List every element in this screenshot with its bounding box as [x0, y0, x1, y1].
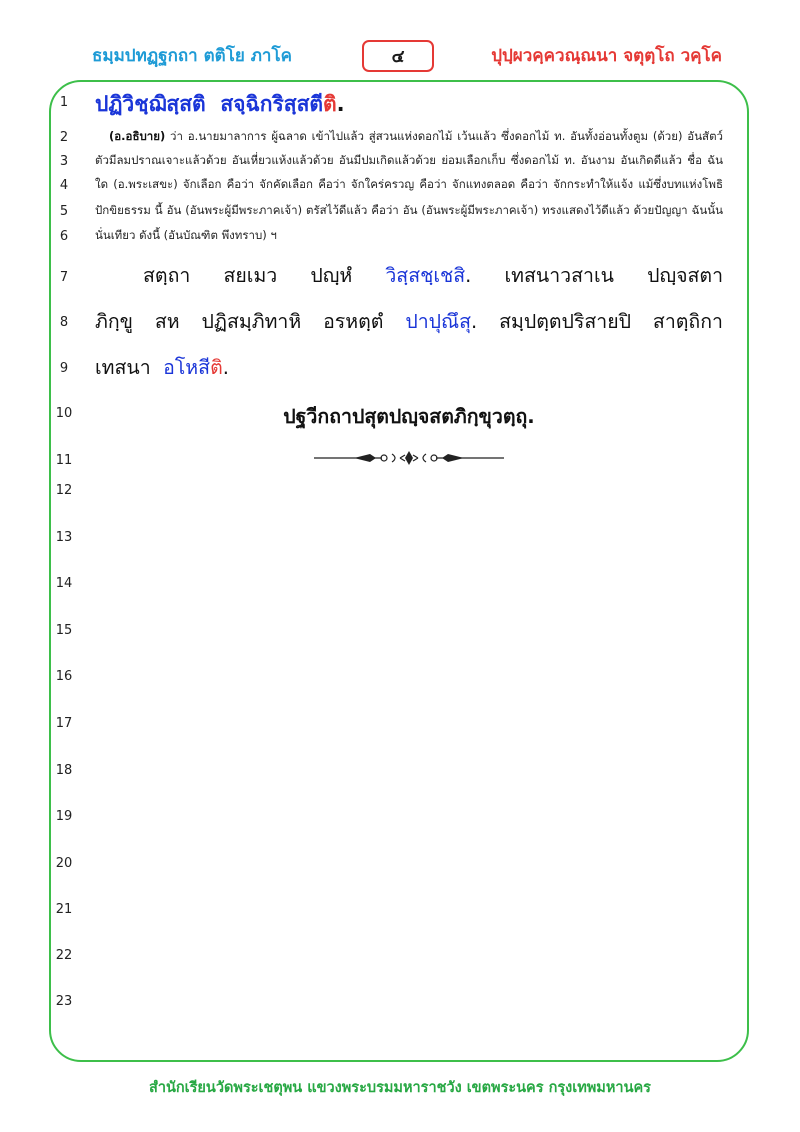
- line-number: 2: [59, 130, 69, 145]
- pali-dot: .: [222, 356, 229, 379]
- commentary-line: [95, 128, 723, 146]
- page-number-box: [362, 40, 434, 72]
- line-number: 10: [55, 406, 73, 421]
- pali-word: ภิกฺขู: [95, 310, 133, 333]
- pali-word: อรหตฺตํ: [323, 310, 384, 333]
- commentary-line: ตัวมีลมปราณเจาะแล้วด้วย อันเหี่ยวแห้งแล้วด้วย อันมีปมเกิดแล้วด้วย ย่อมเลือกเก็บ ซึ่งดอกไม้ ท. อันงาม อันเกิดดีแล้ว ชื่อ ฉัน: [95, 153, 723, 167]
- line-number: 23: [55, 994, 73, 1009]
- pali-word: สยเมว: [223, 264, 278, 287]
- pali-word: ปญฺจสตา: [647, 264, 724, 287]
- line-number: 22: [55, 948, 73, 963]
- pali-line: [95, 352, 723, 383]
- pali-line: [95, 260, 723, 291]
- pali-word: ปญฺหํ: [310, 264, 353, 287]
- line-number: 5: [59, 204, 69, 219]
- pali-iti: ติ: [210, 356, 223, 379]
- title-iti: ติ: [323, 92, 337, 116]
- header-left-title: ธมฺมปทฏฺฐกถา ตติโย ภาโค: [92, 46, 292, 66]
- line-number: 16: [55, 669, 73, 684]
- pali-word: สห: [154, 310, 180, 333]
- footer-institution: สำนักเรียนวัดพระเชตุพน แขวงพระบรมมหาราชวัง เขตพระนคร กรุงเทพมหานคร: [149, 1080, 651, 1096]
- pali-dot: .: [465, 264, 472, 287]
- line-number: 21: [55, 902, 73, 917]
- line-number: 9: [59, 361, 69, 376]
- line-number: 8: [59, 315, 69, 330]
- pali-dot: .: [471, 310, 478, 333]
- commentary-label: (อ.อธิบาย): [109, 129, 166, 143]
- pali-highlight: อโหสี: [163, 356, 211, 379]
- line-number: 19: [55, 809, 73, 824]
- line-number: 13: [55, 530, 73, 545]
- header-right-title: ปุปฺผวคฺควณฺณนา จตุตฺโถ วคฺโค: [491, 46, 722, 66]
- verse-title: [95, 88, 723, 121]
- line-number: 4: [59, 178, 69, 193]
- commentary-line: นั่นเทียว ดังนี้ (อันบัณฑิต พึงทราบ) ฯ: [95, 228, 277, 242]
- pali-highlight: ปาปุณึสุ: [405, 310, 472, 333]
- page-number: ๔: [391, 46, 405, 67]
- pali-word: สมฺปตฺตปริสายปิ: [499, 310, 632, 333]
- line-number: 15: [55, 623, 73, 638]
- title-word: สจฺฉิกริสฺสตี: [220, 92, 324, 116]
- pali-word: เทสนา: [95, 356, 151, 379]
- pali-word: สตฺถา: [143, 264, 191, 287]
- pali-word: สาตฺถิกา: [652, 310, 723, 333]
- line-number: 1: [59, 95, 69, 110]
- line-number: 7: [59, 270, 69, 285]
- pali-line: [95, 306, 723, 337]
- line-number: 6: [59, 229, 69, 244]
- ornament-divider: [314, 449, 504, 467]
- commentary-line: ปักขิยธรรม นี้ อัน (อันพระผู้มีพระภาคเจ้า) ตรัสไว้ดีแล้ว คือว่า อัน (อันพระผู้มีพระภาคเจ้า) ทรงแสดงไว้ดีแล้ว ด้วยปัญญา ฉันนั้น: [95, 203, 723, 217]
- pali-highlight: วิสฺสชฺเชสิ: [385, 264, 466, 287]
- title-dot: .: [336, 92, 345, 116]
- line-number: 3: [59, 154, 69, 169]
- title-word: ปฏิวิชฺฌิสฺสติ: [95, 92, 206, 116]
- story-subheading: ปฐวีกถาปสุตปญฺจสตภิกฺขุวตฺถุ.: [283, 405, 535, 428]
- line-number: 18: [55, 763, 73, 778]
- commentary-line: ใด (อ.พระเสขะ) จักเลือก คือว่า จักคัดเลือก คือว่า จักใคร่ครวญ คือว่า จักแทงตลอด คือว่า จักกระทำให้แจ้ง แม้ซึ่งบทแห่งโพธิ: [95, 177, 723, 191]
- commentary-text: ว่า อ.นายมาลาการ ผู้ฉลาด เข้าไปแล้ว สู่สวนแห่งดอกไม้ เว้นแล้ว ซึ่งดอกไม้ ท. อันทั้งอ่อนทั้งตูม (ด้วย) อันสัตว์: [170, 129, 724, 143]
- line-number: 20: [55, 856, 73, 871]
- pali-word: ปฏิสมฺภิทาหิ: [201, 310, 302, 333]
- line-number: 14: [55, 576, 73, 591]
- line-number: 17: [55, 716, 73, 731]
- pali-word: เทสนาวสาเน: [504, 264, 614, 287]
- line-number: 12: [55, 483, 73, 498]
- line-number: 11: [55, 453, 73, 468]
